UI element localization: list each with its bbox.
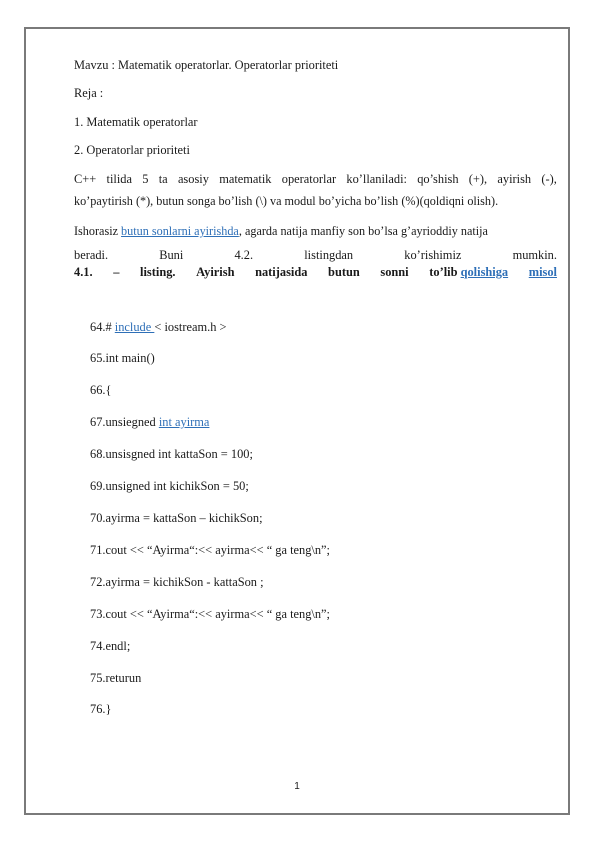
word: Ayirish <box>196 265 235 279</box>
qolishiga-link[interactable]: qolishiga <box>460 265 509 279</box>
code-line-69: 69.unsigned int kichikSon = 50; <box>90 479 249 493</box>
word: listing. <box>140 265 176 279</box>
plan-item-2: 2. Operatorlar prioriteti <box>74 143 190 157</box>
word: natijasida <box>255 265 308 279</box>
word: sonni <box>380 265 409 279</box>
misol-link[interactable]: misol <box>528 265 557 279</box>
word: – <box>113 265 120 279</box>
code-line-64 <box>90 320 227 335</box>
word: ko’rishimiz <box>404 248 462 262</box>
word: Buni <box>159 248 184 262</box>
code-line-67 <box>90 415 209 430</box>
word: operatorlar <box>281 172 337 186</box>
topic-title: Mavzu : Matematik operatorlar. Operatorlar prioriteti <box>74 58 339 72</box>
code-line-71: 71.cout << “Ayirma“:<< ayirma<< “ ga teng\n”; <box>90 543 330 557</box>
word: (+), <box>468 172 488 186</box>
word: 4.2. <box>234 248 254 262</box>
paragraph-2-line-2 <box>74 248 557 263</box>
word <box>429 265 508 280</box>
include-link[interactable]: include <box>114 320 155 334</box>
word: ayirish <box>497 172 532 186</box>
code-text: 64.# <box>90 320 115 334</box>
word: 4.1. <box>74 265 93 279</box>
text: , agarda natija manfiy son bo’lsa g’ayrioddiy natija <box>238 224 488 238</box>
butun-sonlarni-link[interactable]: butun sonlarni ayirishda <box>121 224 239 238</box>
word: tilida <box>106 172 132 186</box>
paragraph-1-line-1 <box>74 172 557 187</box>
code-text: 67.unsiegned <box>90 415 159 429</box>
word: qo’shish <box>417 172 459 186</box>
code-line-68: 68.unsisgned int kattaSon = 100; <box>90 447 253 461</box>
word: beradi. <box>74 248 109 262</box>
code-line-72: 72.ayirma = kichikSon - kattaSon ; <box>90 575 264 589</box>
word: to’lib <box>429 265 458 279</box>
word: asosiy <box>177 172 209 186</box>
code-line-76: 76.} <box>90 702 112 716</box>
code-line-75: 75.returun <box>90 671 142 685</box>
int-ayirma-link[interactable]: int ayirma <box>158 415 210 429</box>
code-text: < iostream.h > <box>154 320 227 334</box>
page-number: 1 <box>294 781 300 792</box>
plan-item-1: 1. Matematik operatorlar <box>74 115 198 129</box>
word: 5 <box>142 172 149 186</box>
code-line-70: 70.ayirma = kattaSon – kichikSon; <box>90 511 263 525</box>
paragraph-1-line-2: ko’paytirish (*), butun songa bo’lish (\) va modul bo’yicha bo’lish (%)(qoldiqni olish). <box>74 194 499 208</box>
plan-heading: Reja : <box>74 86 104 100</box>
text: Ishorasiz <box>74 224 118 238</box>
word: mumkin. <box>512 248 557 262</box>
word: (-), <box>541 172 557 186</box>
code-line-74: 74.endl; <box>90 639 131 653</box>
document-page <box>24 27 570 815</box>
code-line-66: 66.{ <box>90 383 112 397</box>
word: butun <box>328 265 360 279</box>
code-line-65: 65.int main() <box>90 351 155 365</box>
code-line-73: 73.cout << “Ayirma“:<< ayirma<< “ ga teng\n”; <box>90 607 330 621</box>
word: matematik <box>219 172 272 186</box>
word: ko’llaniladi: <box>346 172 407 186</box>
paragraph-2-line-1 <box>74 224 488 239</box>
word: ta <box>158 172 168 186</box>
word: C++ <box>74 172 97 186</box>
word: listingdan <box>304 248 354 262</box>
listing-caption <box>74 265 557 280</box>
